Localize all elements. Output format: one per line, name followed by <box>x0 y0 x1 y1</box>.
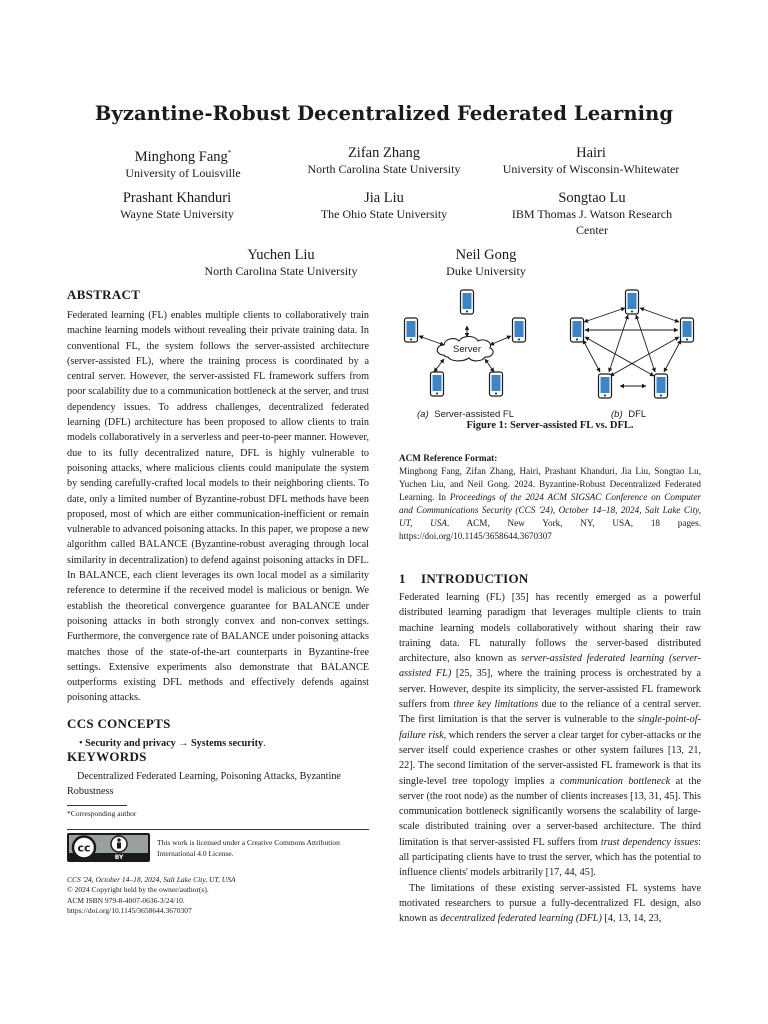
author-affiliation: North Carolina State University <box>204 264 358 278</box>
author-block <box>269 189 499 223</box>
author-affiliation: Wayne State University <box>120 207 234 221</box>
server-label: Server <box>453 344 481 355</box>
client-phone-icon <box>681 318 694 342</box>
arrow: → <box>178 738 189 749</box>
ccs-heading: CCS CONCEPTS <box>67 716 171 731</box>
client-phone-icon <box>513 318 526 342</box>
proceedings-title: Proceedings of the 2024 ACM SIGSAC Conference on Computer and Communications Security (CCS '24), October 14–18, 2024, Salt Lake City, UT, USA <box>399 492 701 528</box>
introduction-body <box>399 590 701 927</box>
author-block <box>476 144 706 178</box>
server-assisted-fl-diagram <box>405 290 526 420</box>
isbn-line: ACM ISBN 979-8-4007-0636-3/24/10. <box>67 895 185 905</box>
author-name: Yuchen Liu <box>247 247 315 263</box>
author-block <box>166 246 396 280</box>
author-name: Neil Gong <box>455 247 517 263</box>
author-block <box>371 246 601 280</box>
abstract-text: Federated learning (FL) enables multiple clients to collaboratively train machine learning models without revealing their private training data. In conventional FL, the system follows the server-assisted architecture (server-assisted FL), where the training process is coordinated by a central server. However, the server-assisted FL framework suffers from poor scalability due to a communication bottleneck at the server, and trust dependency issues. To address challenges, decentralized federated learning (DFL) architecture has been proposed to allow clients to train models collaboratively in a serverless and peer-to-peer manner. However, due to its fully decentralized nature, DFL is highly vulnerable to poisoning attacks, where malicious clients could manipulate the system by sending carefully-crafted local models to their neighboring clients. To date, only a limited number of Byzantine-robust DFL methods have been proposed, most of which are either communication-inefficient or remain vulnerable to advanced poisoning attacks. In this paper, we propose a new algorithm called BALANCE (Byzantine-robust averaging through local similarity in decentralization) to defend against poisoning attacks in DFL. In BALANCE, each client leverages its own local model as a similarity reference to determine if the received model is malicious or benign. We establish the theoretical convergence guarantee for BALANCE under poisoning attacks in both strongly convex and non-convex settings. Furthermore, the convergence rate of BALANCE under poisoning attacks matches those of the state-of-the-art counterparts in Byzantine-free settings. Extensive experiments also demonstrate that BALANCE outperforms existing DFL methods and effectively defends against poisoning attacks. <box>67 310 370 704</box>
subfigure-tag: (a) <box>417 409 429 420</box>
license-text: This work is licensed under a Creative Commons Attribution International 4.0 License. <box>157 838 340 858</box>
footnote: *Corresponding author <box>67 809 137 818</box>
bullet: • <box>79 738 83 749</box>
author-name: Songtao Lu <box>558 190 626 206</box>
client-phone-icon <box>461 290 474 314</box>
author-affiliation: Duke University <box>446 264 526 278</box>
author-name: Zifan Zhang <box>347 145 421 161</box>
paper-title: Byzantine-Robust Decentralized Federated Learning <box>94 102 674 125</box>
ccs-sub-concept: Systems security <box>190 738 264 749</box>
client-phone-icon <box>599 374 612 398</box>
subfigure-label: DFL <box>628 409 647 420</box>
client-phone-icon <box>571 318 584 342</box>
reference-text: Minghong Fang, Zifan Zhang, Hairi, Prashant Khanduri, Jia Liu, Songtao Lu, Yuchen Liu, and Neil Gong. 2024. Byzantine-Robust Decentralized Federated Learning. In Proceedings of the 2024 ACM SIGSAC Conference on Computer and Communications Security (CCS '24), October 14–18, 2024, Salt Lake City, UT, USA. ACM, New York, NY, USA, 18 pages. https://doi.org/10.1145/3658644.3670307 <box>399 466 702 541</box>
publication-info <box>67 875 369 916</box>
author-affiliation: IBM Thomas J. Watson Research Center <box>511 207 673 237</box>
client-phone-icon <box>655 374 668 398</box>
author-name: Prashant Khanduri <box>122 190 232 206</box>
keywords-section <box>67 749 369 800</box>
cc-by-badge <box>67 833 150 862</box>
author-affiliation: The Ohio State University <box>320 207 448 221</box>
subfigure-label: Server-assisted FL <box>434 409 514 420</box>
author-name: Minghong Fang <box>134 148 228 165</box>
author-name: Jia Liu <box>364 190 404 206</box>
client-phone-icon <box>490 372 503 396</box>
client-phone-icon <box>626 290 639 314</box>
venue-line: CCS '24, October 14–18, 2024, Salt Lake City, UT, USA <box>67 875 236 884</box>
author-affiliation: University of Louisville <box>125 165 241 180</box>
author-affiliation: North Carolina State University <box>307 162 461 176</box>
dfl-diagram <box>571 290 694 420</box>
section-title: INTRODUCTION <box>421 571 529 586</box>
introduction-heading <box>399 571 529 587</box>
ccs-concept: Security and privacy <box>85 738 176 749</box>
footnote-rule <box>67 805 127 806</box>
abstract-section <box>67 287 369 706</box>
figure-1-diagram <box>399 284 701 420</box>
ccs-section <box>67 716 369 751</box>
client-phone-icon <box>431 372 444 396</box>
copyright-line: © 2024 Copyright held by the owner/author(s). <box>67 885 209 895</box>
by-text: BY <box>114 854 124 861</box>
author-name: Hairi <box>576 145 606 161</box>
doi-link[interactable]: https://doi.org/10.1145/3658644.3670307 <box>67 905 192 915</box>
author-block <box>68 144 298 181</box>
client-phone-icon <box>405 318 418 342</box>
section-number: 1 <box>399 571 406 586</box>
svg-text:(a) Server-assisted FL <box>417 409 514 420</box>
corresponding-mark: * <box>227 149 232 157</box>
author-block <box>269 144 499 178</box>
cc-by-logo <box>67 833 150 862</box>
subfigure-tag: (b) <box>611 409 623 420</box>
paragraph: Federated learning (FL) [35] has recently emerged as a powerful distributed learning paradigm that leverages multiple clients to train machine learning models collaboratively without sharing their raw training data. FL naturally follows the server-based distributed architecture, also known as server-assisted federated learning (server-assisted FL) [25, 35], where the training process is orchestrated by a server. However, despite its simplicity, the server-assisted FL framework suffers from three key limitations due to the reliance of a central server. The first limitation is that the server is vulnerable to the single-point-of-failure risk, which renders the server a clear target for cyber-attacks or the server itself could experience crashes or other system failures [13, 21, 22]. The second limitation of the server-assisted FL framework is that its single-level tree topology implies a communication bottleneck at the server (the root node) as the number of clients increases [13, 31, 45]. This communication bottleneck significantly worsens the scalability of large-scale distributed training over a server-based architecture. The third limitation is that server-assisted FL suffers from trust dependency issues: all participating clients have to trust the server, which has the potential to influence clients' models arbitrarily [17, 44, 45]. <box>399 592 702 879</box>
author-block <box>476 189 708 238</box>
figure-caption: Figure 1: Server-assisted FL vs. DFL. <box>466 420 634 431</box>
license-rule <box>67 829 369 830</box>
paragraph: The limitations of these existing server-assisted FL systems have motivated researchers to pursue a fully-decentralized FL design, also known as decentralized federated learning (DFL) [4, 13, 14, 23, <box>399 882 701 925</box>
author-block <box>62 189 292 223</box>
abstract-heading: ABSTRACT <box>67 287 141 302</box>
svg-text:(b) DFL <box>611 409 646 420</box>
keywords-text: Decentralized Federated Learning, Poisoning Attacks, Byzantine Robustness <box>67 771 341 798</box>
reference-heading: ACM Reference Format: <box>399 453 498 463</box>
keywords-heading: KEYWORDS <box>67 749 147 764</box>
cc-text: cc <box>77 841 91 855</box>
ccs-concept-line: • Security and privacy → Systems security. <box>79 738 266 749</box>
author-affiliation: University of Wisconsin-Whitewater <box>502 162 680 176</box>
